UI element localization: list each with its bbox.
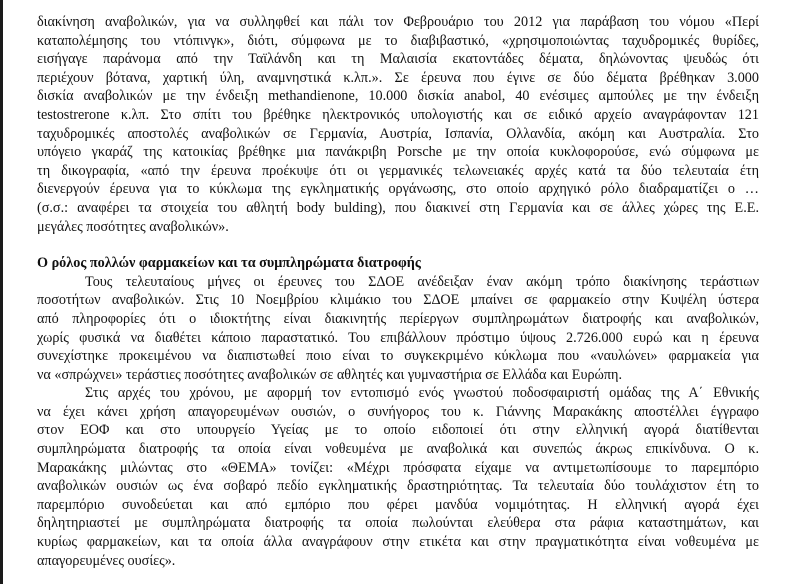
text-line: κυρίως φαρμακείων, και τα οποία άλλα αναγράφουν στην ετικέτα και στην πραγματικότητα είναι νοθευμένα με: [37, 534, 759, 551]
text-line: ποσοτήτων αναβολικών. Στις 10 Νοεμβρίου κλιμάκιο του ΣΔΟΕ μπαίνει σε φαρμακείο στην Κυψέλη ύστερα: [37, 292, 759, 309]
text-line: να έχει κάνει χρήση απαγορευμένων ουσιών, ο συνήγορος του κ. Γιάννης Μαρακάκης αποστέλλει έγγραφο: [37, 403, 759, 420]
text-line: συνεχίστηκε προκειμένου να διαπιστωθεί ποιο είναι το συγκεκριμένο κύκλωμα που «ναυλώνει» φαρμακεία για: [37, 348, 759, 365]
text-line: τη δικογραφία, «από την έρευνα προέκυψε ότι οι γερμανικές τελωνειακές αρχές κατά τα δύο τελευταία έτη: [37, 162, 759, 179]
section-heading: Ο ρόλος πολλών φαρμακείων και τα συμπληρώματα διατροφής: [37, 255, 421, 272]
text-line: διακίνηση αναβολικών, για να συλληφθεί και πάλι τον Φεβρουάριο του 2012 για παράβαση του νόμου «Περί: [37, 14, 759, 30]
paragraph-anabolics-dealer: [37, 13, 759, 236]
text-line: συμπληρώματα διατροφής τα οποία είναι νοθευμένα με αναβολικά και συνεπώς άκρως επικίνδυνα. Ο κ.: [37, 441, 759, 458]
text-line: περιέχουν βότανα, χαρτική ύλη, αναμνηστικά κ.λπ.». Σε έρευνα που έγινε σε δύο δέματα βρέθηκαν 3.000: [37, 69, 759, 86]
text-line: διενεργούν έρευνα για το κύκλωμα της εγκληματικής οργάνωσης, στο οποίο αρχηγικό ρόλο διαδραματίζει ο …: [37, 181, 759, 198]
text-line: εισήγαγε παράνομα από την Ταϊλάνδη και τη Μαλαισία εκατοντάδες δέματα, δηλώνοντας ψευδώς ότι: [37, 51, 759, 68]
text-line: χωρίς φυσικά να διαθέτει κάποιο παραστατικό. Του επιβάλλουν πρόστιμο ύψους 2.726.000 ευρώ και η έρευνα: [37, 329, 759, 346]
text-line: δισκία αναβολικών με την ένδειξη methandienone, 10.000 δισκία anabol, 40 ενέσιμες αμπούλες με την ένδειξη: [37, 88, 759, 105]
paragraph-supplements: [37, 384, 759, 570]
text-line: (σ.σ.: αναφέρει τα στοιχεία του αθλητή body bulding), που διακινεί στη Γερμανία και σε άλλες χώρες της Ε.Ε.: [37, 199, 759, 216]
text-line: παρεμπόριο συνοδεύεται και από εμπόριο που φέρει μανδύα νομιμότητας. Η ελληνική αγορά έχει: [37, 496, 759, 513]
text-line: καταπολέμησης του ντόπινγκ», διότι, σύμφωνα με το διαβιβαστικό, «χρησιμοποιώντας ταχυδρομικές θυρίδες,: [37, 32, 759, 49]
text-line: να «σπρώχνει» τεράστιες ποσότητες αναβολικών σε αθλητές και γυμναστήρια σε Ελλάδα και Ευρώπη.: [37, 366, 623, 383]
text-line: Στις αρχές του χρόνου, με αφορμή τον εντοπισμό ενός γνωστού ποδοσφαιριστή ομάδας της Α΄ Εθνικής: [85, 385, 759, 402]
text-line: testostrerone κ.λπ. Στο σπίτι του βρέθηκε ηλεκτρονικός υπολογιστής και σε ειδικό αρχείο αναγράφονταν 121: [37, 106, 759, 123]
text-line: Τους τελευταίους μήνες οι έρευνες του ΣΔΟΕ ανέδειξαν έναν ακόμη τρόπο διακίνησης τεράστιων: [85, 273, 759, 290]
text-line: μεγάλες ποσότητες αναβολικών».: [37, 218, 229, 235]
text-line: δηλητηριαστεί με συμπληρώματα διατροφής τα οποία πωλούνται ελεύθερα στα ράφια καταστημάτων, και: [37, 515, 759, 532]
text-line: αναβολικών ουσιών ως ένα σοβαρό πεδίο εγκληματικής δραστηριότητας. Τα τελευταία δύο τουλάχιστον έτη το: [37, 478, 759, 495]
document-page: [37, 13, 759, 570]
text-line: ταχυδρομικές αποστολές αναβολικών σε Γερμανία, Αυστρία, Ισπανία, Ολλανδία, ακόμη και Αυστραλία. Στο: [37, 125, 759, 142]
text-line: στον ΕΟΦ και στο υπουργείο Υγείας με το οποίο ειδοποιεί ότι στην ελληνική αγορά διατίθενται: [37, 422, 759, 439]
text-line: Μαρακάκης μιλώντας στο «ΘΕΜΑ» τονίζει: «Μέχρι πρόσφατα είχαμε να αντιμετωπίσουμε το παρεμπόριο: [37, 459, 759, 476]
text-line: από πληροφορίες ότι ο ιδιοκτήτης είναι διακινητής περίεργων συμπληρωμάτων διατροφής και αναβολικών,: [37, 310, 759, 327]
page-left-border: [0, 0, 3, 584]
paragraph-spacer: [37, 236, 759, 254]
paragraph-pharmacies: [37, 273, 759, 385]
text-line: απαγορευμένες ουσίες».: [37, 552, 176, 569]
text-line: υπόγειο γκαράζ της κατοικίας βρέθηκε μια πανάκριβη Porsche με την οποία κυκλοφορούσε, ενώ σύμφωνα με: [37, 144, 759, 161]
